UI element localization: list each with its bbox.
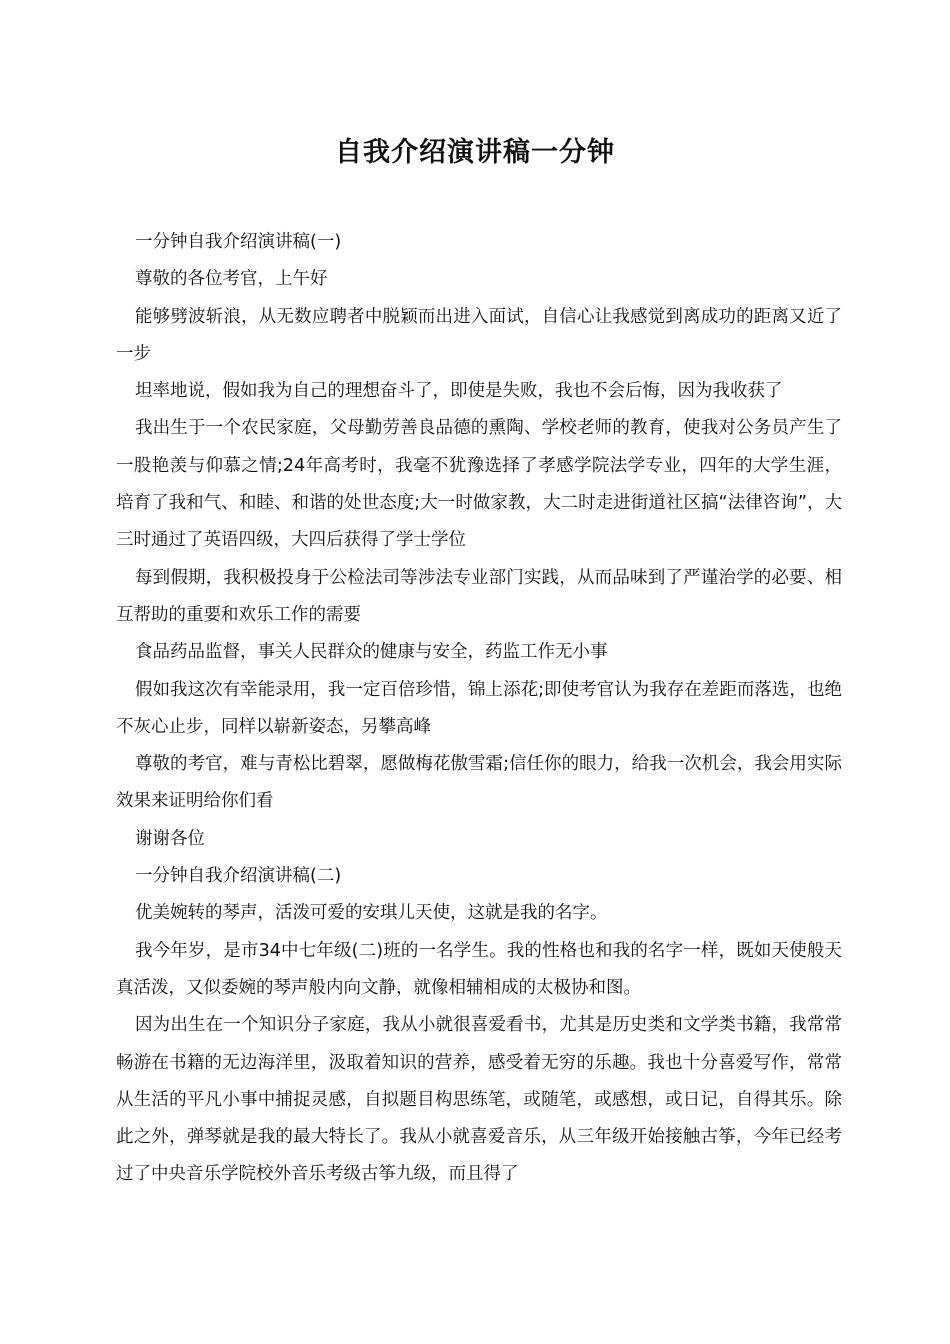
- paragraph: 因为出生在一个知识分子家庭，我从小就很喜爱看书，尤其是历史类和文学类书籍，我常常畅游在书籍的无边海洋里，汲取着知识的营养，感受着无穷的乐趣。我也十分喜爱写作，常常从生活的平凡小事中捕捉灵感，自拟题目构思练笔，或随笔，或感想，或日记，自得其乐。除此之外，弹琴就是我的最大特长了。我从小就喜爱音乐，从三年级开始接触古筝，今年已经考过了中央音乐学院校外音乐考级古筝九级，而且得了: [116, 1015, 842, 1185]
- document-body: [116, 224, 842, 1194]
- document-title: 自我介绍演讲稿一分钟: [335, 137, 615, 168]
- paragraph: 一分钟自我介绍演讲稿(一): [135, 232, 342, 252]
- paragraph: 一分钟自我介绍演讲稿(二): [135, 866, 342, 887]
- paragraph: 优美婉转的琴声，活泼可爱的安琪儿天使，这就是我的名字。: [135, 903, 608, 924]
- paragraph: 坦率地说，假如我为自己的理想奋斗了，即使是失败，我也不会后悔，因为我收获了: [135, 381, 783, 402]
- paragraph: 我出生于一个农民家庭，父母勤劳善良品德的熏陶、学校老师的教育，使我对公务员产生了一股艳羡与仰慕之情;24年高考时，我毫不犹豫选择了孝感学院法学专业，四年的大学生涯，培育了我和气、和睦、和谐的处世态度;大一时做家教，大二时走进街道社区搞“法律咨询”，大三时通过了英语四级，大四后获得了学士学位: [116, 418, 842, 551]
- paragraph: 每到假期，我积极投身于公检法司等涉法专业部门实践，从而品味到了严谨治学的必要、相互帮助的重要和欢乐工作的需要: [116, 567, 842, 625]
- paragraph: 食品药品监督，事关人民群众的健康与安全，药监工作无小事: [135, 642, 608, 663]
- paragraph: 谢谢各位: [135, 828, 205, 849]
- paragraph: 能够劈波斩浪，从无数应聘者中脱颖而出进入面试，自信心让我感觉到离成功的距离又近了一步: [116, 306, 842, 364]
- paragraph: 假如我这次有幸能录用，我一定百倍珍惜，锦上添花;即使考官认为我存在差距而落选，也绝不灰心止步，同样以崭新姿态，另攀高峰: [116, 679, 842, 737]
- paragraph: 尊敬的考官，难与青松比碧翠，愿做梅花傲雪霜;信任你的眼力，给我一次机会，我会用实际效果来证明给你们看: [116, 754, 842, 812]
- paragraph: 我今年岁，是市34中七年级(二)班的一名学生。我的性格也和我的名字一样，既如天使般天真活泼，又似委婉的琴声般内向文静，就像相辅相成的太极协和图。: [116, 940, 842, 998]
- paragraph: 尊敬的各位考官，上午好: [135, 269, 328, 290]
